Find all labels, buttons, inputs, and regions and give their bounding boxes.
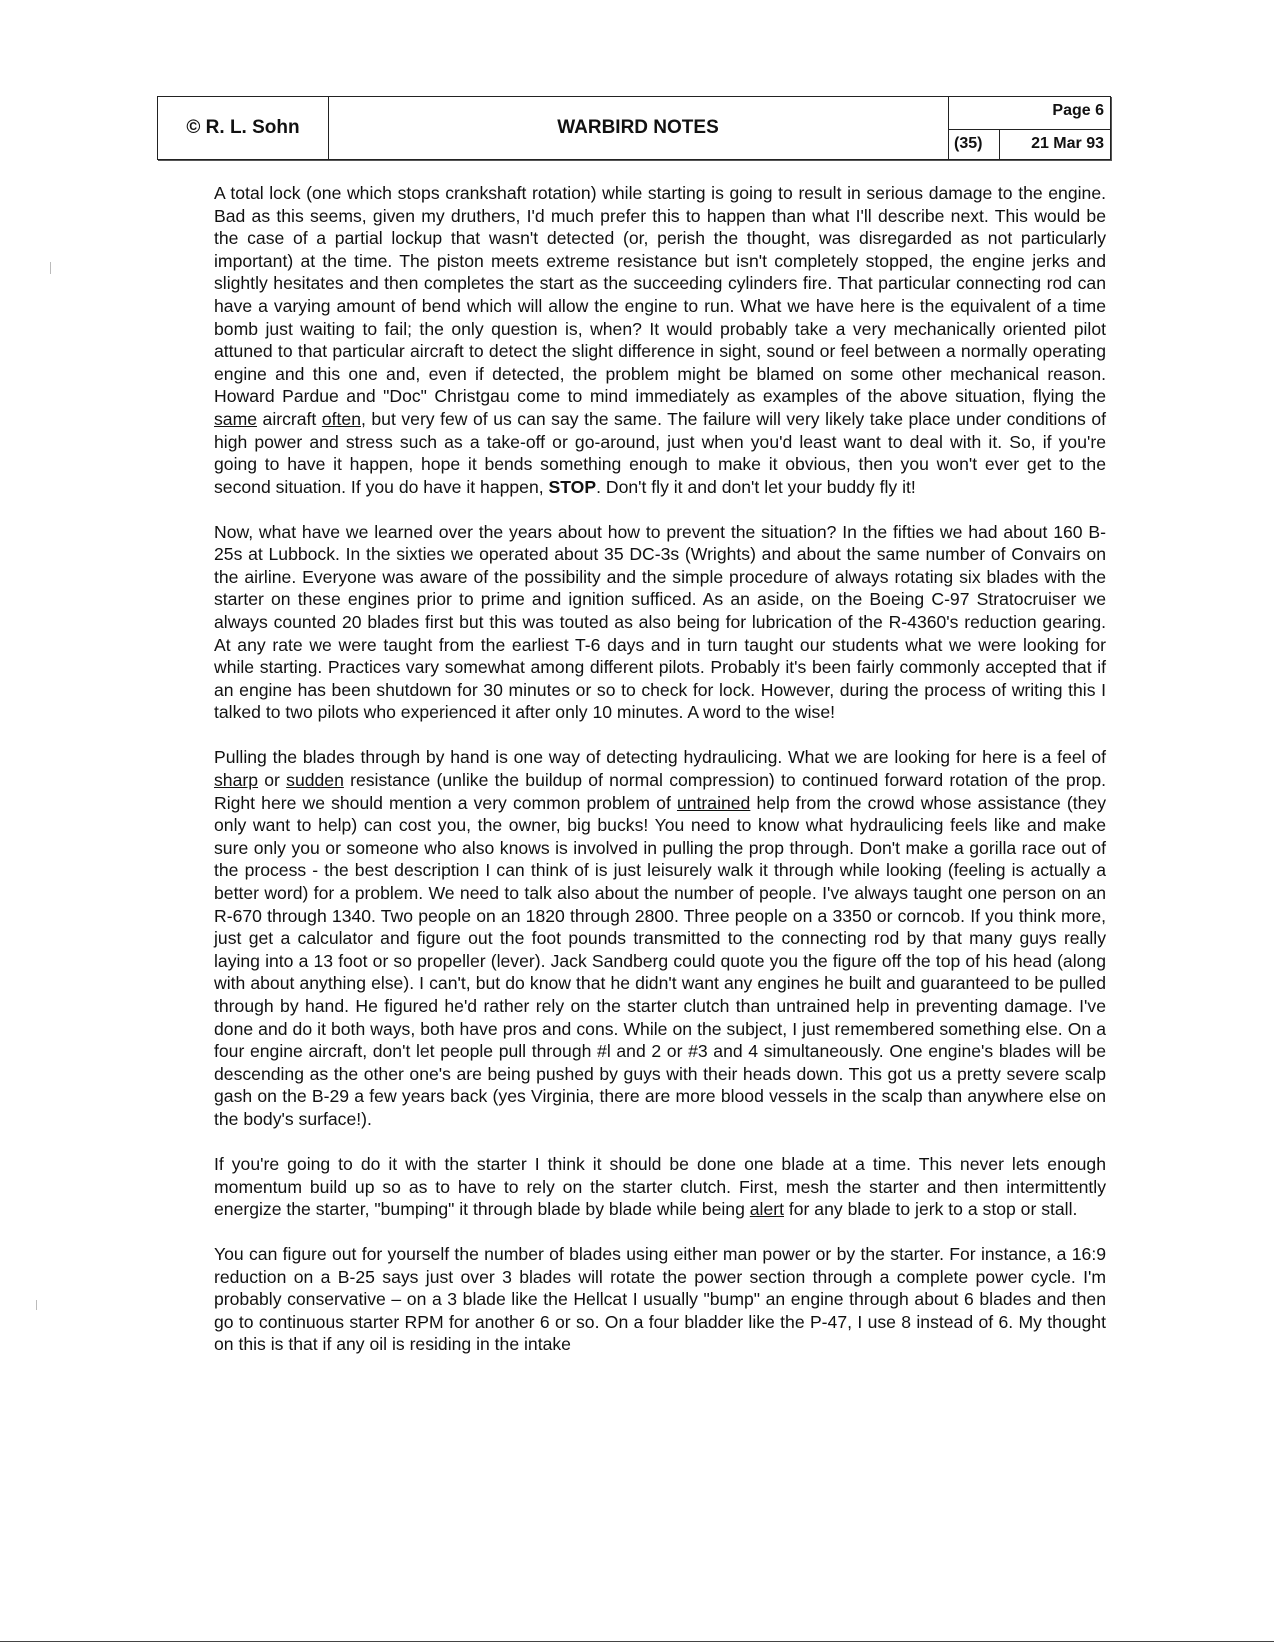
text-run: resistance (unlike the buildup of normal compression) to continued forward rotation of the prop. Right here we should mention a very common problem of (214, 770, 1107, 813)
emphasis-underline: sharp (214, 770, 259, 791)
emphasis-bold: STOP (548, 476, 597, 497)
scan-artifact (50, 262, 51, 274)
newsletter-title: WARBIRD NOTES (328, 97, 949, 159)
author-copyright: © R. L. Sohn (158, 97, 329, 159)
issue-date: 21 Mar 93 (1031, 135, 1104, 152)
text-run: or (258, 770, 287, 791)
text-run: for any blade to jerk to a stop or stall. (784, 1199, 1078, 1220)
page-bottom-edge (0, 1641, 1274, 1642)
emphasis-underline: often, (321, 408, 366, 429)
text-run: Pulling the blades through by hand is one way of detecting hydraulicing. What we are looking for here is a feel of (214, 747, 1106, 768)
page-header (157, 96, 1111, 160)
issue-number: (35) (948, 130, 1000, 159)
scan-artifact (36, 1300, 37, 1310)
article-body (214, 182, 1106, 1378)
emphasis-underline: same (214, 408, 258, 429)
paragraph: You can figure out for yourself the number of blades using either man power or by the starter. For instance, a 16:9 reduction on a B-25 says just over 3 blades will rotate the power section through a complete power cycle. I'm probably conservative – on a 3 blade like the Hellcat I usually "bump" an engine through about 6 blades and then go to continuous starter RPM for another 6 or so. On a four bladder like the P-47, I use 8 instead of 6. My thought on this is that if any oil is residing in the intake (214, 1244, 1106, 1355)
text-run: help from the crowd whose assistance (they only want to help) can cost you, the owner, big bucks! You need to know what hydraulicing feels like and make sure only you or someone who also knows is involved in pulling the prop through. Don't make a gorilla race out of the process - the best description I can think of is just leisurely walk it through while looking (feeling is actually a better word) for a problem. We need to talk also about the number of people. I've always taught one person on an R-670 through 1340. Two people on an 1820 through 2800. Three people on a 3350 or corncob. If you think more, just get a calculator and figure out the foot pounds transmitted to the connecting rod by that many guys really laying into a 13 foot or so propeller (lever). Jack Sandberg could quote you the figure off the top of his head (along with about anything else). I can't, but do know that he didn't want any engines he built and guaranteed to be pulled through by hand. He figured he'd rather rely on the starter clutch than untrained help in preventing damage. I've done and do it both ways, both have pros and cons. While on the subject, I just remembered something else. On a four engine aircraft, don't let people pull through #l and 2 or #3 and 4 simultaneously. One engine's blades will be descending as the other one's are being pushed by guys with their heads down. This got us a pretty severe scalp gash on the B-29 a few years back (yes Virginia, there are more blood vessels in the scalp than anywhere else on the body's surface!). (214, 792, 1106, 1129)
paragraph: Now, what have we learned over the years about how to prevent the situation? In the fifties we had about 160 B-25s at Lubbock. In the sixties we operated about 35 DC-3s (Wrights) and about the same number of Convairs on the airline. Everyone was aware of the possibility and the simple procedure of always rotating six blades with the starter on these engines prior to prime and ignition sufficed. As an aside, on the Boeing C-97 Stratocruiser we always counted 20 blades first but this was touted as also being for lubrication of the R-4360's reduction gearing. At any rate we were taught from the earliest T-6 days and in turn taught our students what we were looking for while starting. Practices vary somewhat among different pilots. Probably it's been fairly commonly accepted that if an engine has been shutdown for 30 minutes or so to check for lock. However, during the process of writing this I talked to two pilots who experienced it after only 10 minutes. A word to the wise! (214, 521, 1106, 723)
paragraph (214, 182, 1106, 498)
emphasis-underline: untrained (676, 792, 751, 813)
header-meta (948, 97, 1110, 159)
text-run: . Don't fly it and don't let your buddy fly it! (596, 476, 916, 497)
paragraph (214, 746, 1106, 1130)
page-number: Page 6 (948, 97, 1110, 130)
text-run: but very few of us can say the same. The failure will very likely take place under conditions of high power and stress such as a take-off or go-around, just when you'd least want to deal with it. So, if you're going to have it happen, hope it bends something enough to make it obvious, then you won't ever get to the second situation. If you do have it happen, (214, 408, 1107, 497)
text-run: A total lock (one which stops crankshaft rotation) while starting is going to result in serious damage to the engine. Bad as this seems, given my druthers, I'd much prefer this to happen than what I'll describe next. This would be the case of a partial lockup that wasn't detected (or, perish the thought, was disregarded as not particularly important) at the time. The piston meets extreme resistance but isn't completely stopped, the engine jerks and slightly hesitates and then completes the start as the succeeding cylinders fire. That particular connecting rod can have a varying amount of bend which will allow the engine to run. What we have here is the equivalent of a time bomb just waiting to fail; the only question is, when? It would probably take a very mechanically oriented pilot attuned to that particular aircraft to detect the slight difference in sight, sound or feel between a normally operating engine and this one and, even if detected, the problem might be blamed on some other mechanical reason. Howard Pardue and "Doc" Christgau come to mind immediately as examples of the above situation, flying the (214, 183, 1106, 407)
paragraph (214, 1153, 1106, 1221)
emphasis-underline: sudden (286, 770, 344, 791)
emphasis-underline: alert (749, 1199, 784, 1220)
text-run: If you're going to do it with the starter I think it should be done one blade at a time. This never lets enough momentum build up so as to have to rely on the starter clutch. First, mesh the starter and then intermittently energize the starter, "bumping" it through blade by blade while being (214, 1153, 1106, 1220)
text-run: aircraft (257, 408, 322, 429)
